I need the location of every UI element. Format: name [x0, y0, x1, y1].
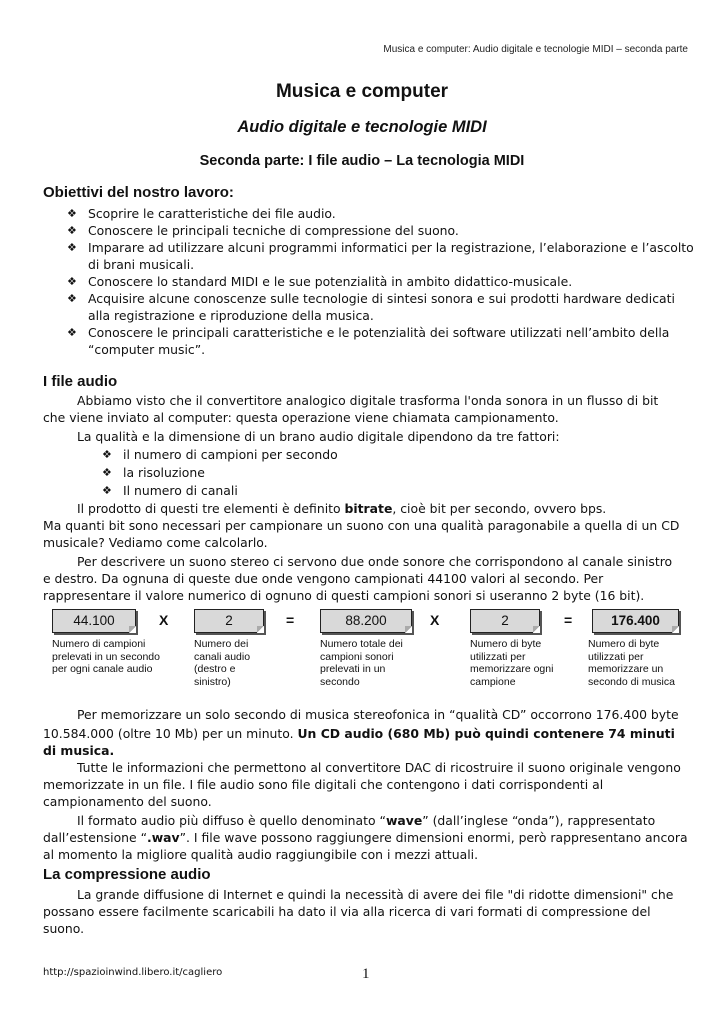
list-item: ❖ Scoprire le caratteristiche dei file audio. [65, 205, 697, 222]
objectives-list [65, 205, 697, 358]
compression-heading: La compressione audio [43, 866, 211, 883]
paragraph: Ma quanti bit sono necessari per campionare un suono con una qualità paragonabile a quella di un CD musicale? Vediamo come calcolarlo. [43, 518, 680, 550]
file-audio-heading: I file audio [43, 373, 118, 390]
operator: = [286, 612, 295, 628]
box-caption: Numero dei canali audio (destro e sinistro) [194, 638, 251, 688]
paragraph: La grande diffusione di Internet e quindi la necessità di avere dei file "di ridotte dimensioni" che possano essere facilmente scaricabili ha dato il via alla ricerca di vari formati di compressione del suono. [43, 887, 674, 936]
running-header: Musica e computer: Audio digitale e tecnologie MIDI – seconda parte [383, 44, 688, 55]
box-caption: Numero di byte utilizzati per memorizzare un secondo di musica [588, 638, 675, 688]
paragraph: Il prodotto di questi tre elementi è definito bitrate, cioè bit per secondo, ovvero bps. [77, 501, 607, 516]
list-item: ❖ Conoscere le principali tecniche di compressione del suono. [65, 222, 697, 239]
operator: X [159, 612, 169, 628]
list-item: ❖ Acquisire alcune conoscenze sulle tecnologie di sintesi sonora e sui prodotti hardware dedicati alla registrazione e riproduzione della musica. [65, 290, 697, 324]
value-box: 88.200 [320, 609, 412, 633]
paragraph: 10.584.000 (oltre 10 Mb) per un minuto. Un CD audio (680 Mb) può quindi contenere 74 minuti di musica. [43, 726, 675, 758]
page-subtitle: Audio digitale e tecnologie MIDI [237, 118, 487, 136]
list-item: ❖ Imparare ad utilizzare alcuni programmi informatici per la registrazione, l’elaborazione e l’ascolto di brani musicali. [65, 239, 697, 273]
footer-url: http://spazioinwind.libero.it/cagliero [43, 967, 223, 978]
file-audio-section [43, 392, 683, 604]
paragraph: La qualità e la dimensione di un brano audio digitale dipendono da tre fattori: [77, 429, 560, 444]
value-box: 2 [194, 609, 264, 633]
list-item: ❖ Conoscere lo standard MIDI e le sue potenzialità in ambito didattico-musicale. [65, 273, 697, 290]
compression-section [43, 886, 688, 937]
paragraph: Abbiamo visto che il convertitore analogico digitale trasforma l'onda sonora in un flusso di bit che viene inviato al computer: questa operazione viene chiamata campionamento. [43, 393, 659, 425]
value-box: 44.100 [52, 609, 136, 633]
result-box: 176.400 [592, 609, 679, 633]
operator: = [564, 612, 573, 628]
storage-section [43, 706, 688, 863]
list-item: ❖ il numero di campioni per secondo [100, 446, 683, 463]
list-item: ❖ Il numero di canali [100, 482, 683, 499]
box-caption: Numero di campioni prelevati in un secondo per ogni canale audio [52, 638, 160, 676]
paragraph: Per descrivere un suono stereo ci servono due onde sonore che corrispondono al canale sinistro e destro. Da ognuna di queste due onde vengono campionati 44100 valori al secondo. Per rappresentare il valore numerico di ognuno di questi campioni sonori si useranno 2 byte (16 bit). [43, 554, 673, 603]
page-title: Musica e computer [275, 81, 449, 102]
part-title: Seconda parte: I file audio – La tecnologia MIDI [199, 153, 525, 169]
list-item: ❖ la risoluzione [100, 464, 683, 481]
cd-capacity-note: Un CD audio (680 Mb) può quindi contenere 74 minuti di musica. [43, 726, 675, 758]
bitrate-term: bitrate [344, 501, 393, 516]
box-caption: Numero di byte utilizzati per memorizzare ogni campione [470, 638, 554, 688]
paragraph: Il formato audio più diffuso è quello denominato “wave” (dall’inglese “onda”), rappresentato dall’estensione “.wav”. I file wave possono raggiungere dimensioni enormi, però rappresentano ancora al momento la migliore qualità audio raggiungibile con i mezzi attuali. [43, 813, 688, 862]
factors-list [100, 446, 683, 499]
operator: X [430, 612, 440, 628]
list-item: ❖ Conoscere le principali caratteristiche e le potenzialità dei software utilizzati nell’ambito della “computer music”. [65, 324, 697, 358]
page-number: 1 [362, 966, 370, 982]
paragraph: Tutte le informazioni che permettono al convertitore DAC di ricostruire il suono originale vengono memorizzate in un file. I file audio sono file digitali che contengono i dati corrispondenti al campionamento del suono. [43, 760, 681, 809]
box-caption: Numero totale dei campioni sonori prelevati in un secondo [320, 638, 403, 688]
value-box: 2 [470, 609, 540, 633]
paragraph: Per memorizzare un solo secondo di musica stereofonica in “qualità CD” occorrono 176.400 byte [77, 707, 679, 722]
objectives-heading: Obiettivi del nostro lavoro: [43, 184, 234, 201]
